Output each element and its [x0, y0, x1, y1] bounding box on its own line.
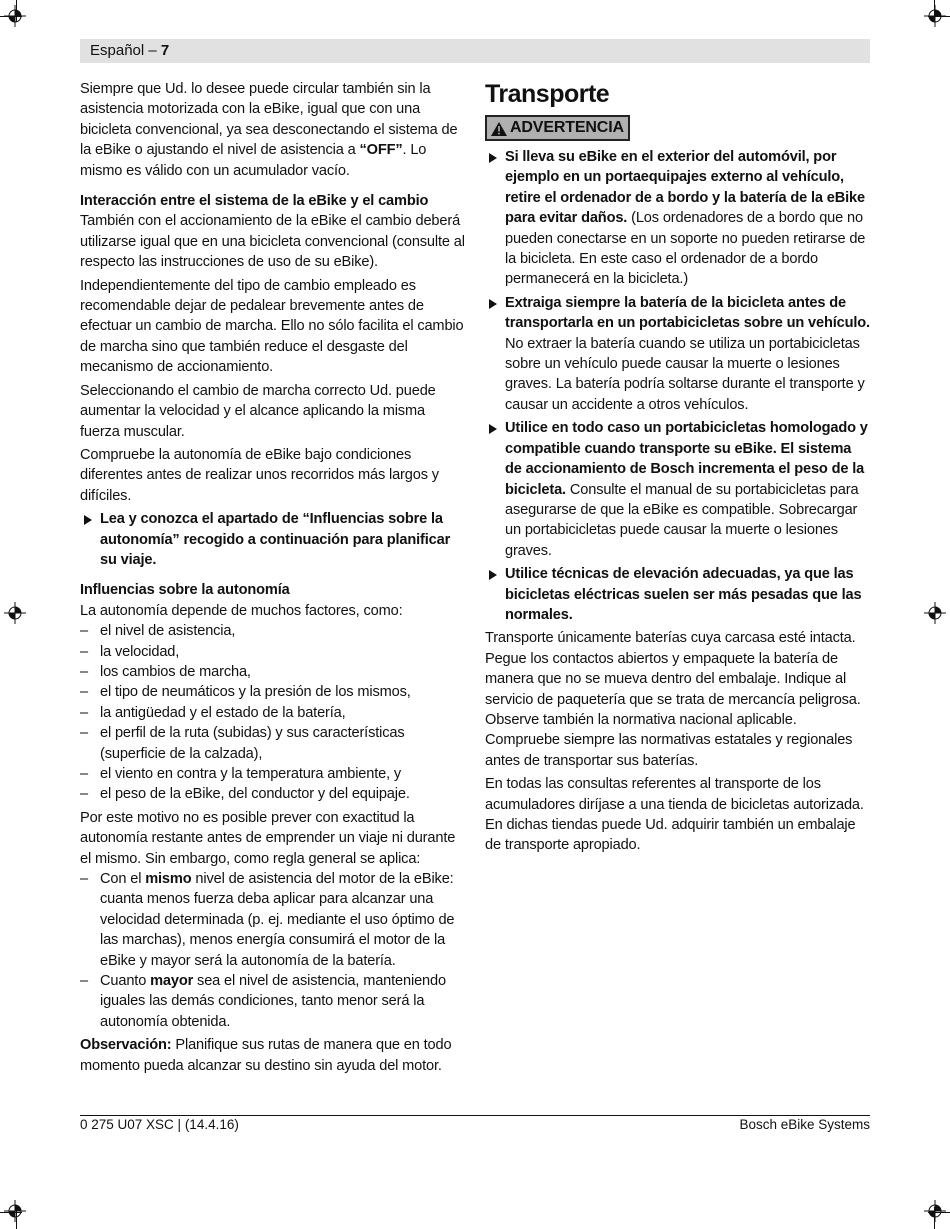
instruction-item	[80, 509, 465, 570]
list-item-text: el peso de la eBike, del conductor y del equipaje.	[100, 786, 410, 803]
page-header	[80, 39, 870, 63]
bold-text: mayor	[150, 973, 194, 990]
paragraph: Seleccionando el cambio de marcha correcto Ud. puede aumentar la velocidad y el alcance aplicando la misma fuerza muscular.	[80, 382, 436, 440]
paragraph: La autonomía depende de muchos factores, como:	[80, 602, 403, 619]
registration-mark-icon	[4, 1200, 26, 1222]
rule-list	[80, 869, 465, 1032]
text-run: sea el nivel de asistencia, manteniendo iguales las demás condiciones, tanto menor será la autonomía obtenida.	[100, 973, 446, 1030]
bold-text: “OFF”	[359, 142, 403, 159]
factor-list	[80, 621, 465, 805]
arrow-bullet-icon	[84, 515, 92, 525]
list-item	[80, 642, 465, 662]
dash-bullet: –	[80, 871, 88, 888]
header-separator: –	[144, 42, 161, 59]
text-run: Con el	[100, 871, 146, 888]
warning-item	[485, 418, 870, 561]
text-run: Cuanto	[100, 973, 151, 990]
text-run: (Los ordenadores de a bordo que no pueden conectarse en un soporte no pueden retirarse de la bicicleta. En este caso el ordenador de a bordo permanecerá en la bicicleta.)	[505, 210, 866, 288]
arrow-bullet-icon	[489, 153, 497, 163]
list-item-text: la velocidad,	[100, 643, 180, 660]
list-item-text: los cambios de marcha,	[100, 663, 251, 680]
list-item	[80, 723, 465, 764]
list-item	[80, 682, 465, 702]
list-item	[80, 703, 465, 723]
bold-text: Lea y conozca el apartado de “Influencias sobre la autonomía” recogido a continuación para planificar su viaje.	[100, 511, 451, 568]
paragraph: Transporte únicamente baterías cuya carcasa esté intacta. Pegue los contactos abiertos y empaquete la batería de manera que no se mueva dentro del embalaje. Indique al servicio de paquetería que se trata de mercancía peligrosa. Observe también la normativa nacional aplicable. Compruebe siempre las normativas estatales y regionales antes de transportar sus baterías.	[485, 630, 861, 769]
paragraph: También con el accionamiento de la eBike el cambio deberá utilizarse igual que en una bicicleta convencional (consulte al respecto las instrucciones de uso de su eBike).	[80, 213, 465, 271]
dash-bullet: –	[80, 643, 88, 660]
list-item-text: el nivel de asistencia,	[100, 623, 236, 640]
list-item	[80, 764, 465, 784]
paragraph: Por este motivo no es posible prever con exactitud la autonomía restante antes de emprender un viaje ni durante el mismo. Sin embargo, como regla general se aplica:	[80, 809, 456, 867]
header-text	[90, 41, 169, 61]
registration-mark-icon	[924, 5, 946, 27]
section-heading: Interacción entre el sistema de la eBike y el cambio	[80, 193, 429, 210]
warning-item	[485, 147, 870, 290]
text-run: . Lo mismo es válido con un acumulador vacío.	[80, 142, 427, 179]
left-column	[80, 79, 465, 1079]
list-item-text: el perfil de la ruta (subidas) y sus características (superficie de la calzada),	[100, 725, 405, 762]
list-item-text: el tipo de neumáticos y la presión de los mismos,	[100, 684, 411, 701]
text-run: No extraer la batería cuando se utiliza un portabicicletas sobre un vehículo puede causar la muerte o lesiones graves. La batería podría soltarse durante el transporte y causar un accidente a otros vehículos.	[505, 335, 865, 413]
arrow-bullet-icon	[489, 299, 497, 309]
list-item	[80, 784, 465, 804]
warning-item	[485, 564, 870, 625]
dash-bullet: –	[80, 704, 88, 721]
warning-item	[485, 293, 870, 415]
paragraph: En todas las consultas referentes al transporte de los acumuladores diríjase a una tienda de bicicletas autorizada. En dichas tiendas puede Ud. adquirir también un embalaje de transporte apropiado.	[485, 776, 864, 854]
dash-bullet: –	[80, 623, 88, 640]
dash-bullet: –	[80, 684, 88, 701]
bold-text: Utilice en todo caso un portabicicletas homologado y compatible cuando transporte su eBike. El sistema de accionamiento de Bosch incrementa el peso de la bicicleta.	[505, 420, 868, 498]
registration-mark-icon	[4, 602, 26, 624]
list-item	[80, 662, 465, 682]
bold-text: Observación:	[80, 1037, 172, 1054]
bold-text: Utilice técnicas de elevación adecuadas, ya que las bicicletas eléctricas suelen ser más pesadas que las normales.	[505, 566, 862, 623]
section-heading: Influencias sobre la autonomía	[80, 582, 290, 599]
list-item	[80, 971, 465, 1032]
text-run: Consulte el manual de su portabicicletas para asegurarse de que la eBike es compatible. Sobrecargar un portabicicletas puede causar la muerte o lesiones graves.	[505, 481, 859, 559]
warning-badge	[485, 115, 630, 141]
dash-bullet: –	[80, 786, 88, 803]
right-column	[485, 79, 870, 859]
paragraph: Compruebe la autonomía de eBike bajo condiciones diferentes antes de realizar unos recorridos más largos y difíciles.	[80, 446, 439, 504]
registration-mark-icon	[4, 5, 26, 27]
paragraph: Independientemente del tipo de cambio empleado es recomendable dejar de pedalear brevemente antes de efectuar un cambio de marcha. Ello no sólo facilita el cambio de marcha sino que también reduce el desgaste del mecanismo de accionamiento.	[80, 277, 464, 376]
section-title: Transporte	[485, 80, 610, 108]
page-number: 7	[160, 42, 170, 59]
arrow-bullet-icon	[489, 424, 497, 434]
warning-triangle-icon	[491, 122, 507, 136]
dash-bullet: –	[80, 973, 88, 990]
dash-bullet: –	[80, 725, 88, 742]
dash-bullet: –	[80, 663, 88, 680]
warning-label: ADVERTENCIA	[510, 119, 624, 137]
arrow-bullet-icon	[489, 570, 497, 580]
text-run: Siempre que Ud. lo desee puede circular también sin la asistencia motorizada con la eBike, igual que con una bicicleta convencional, ya sea desconectando el sistema de la eBike o ajustando el nivel de asistencia a	[80, 81, 458, 159]
observation-note	[80, 1035, 465, 1076]
bold-text: mismo	[145, 871, 192, 888]
list-item	[80, 869, 465, 971]
bold-text: Extraiga siempre la batería de la bicicleta antes de transportarla en un portabicicletas sobre un vehículo.	[505, 294, 870, 332]
footer-brand: Bosch eBike Systems	[739, 1117, 870, 1132]
list-item-text: la antigüedad y el estado de la batería,	[100, 704, 346, 721]
list-item-text: el viento en contra y la temperatura ambiente, y	[100, 766, 402, 782]
text-run: Planifique sus rutas de manera que en todo momento pueda alcanzar su destino sin ayuda del motor.	[80, 1037, 452, 1074]
registration-mark-icon	[924, 1200, 946, 1222]
paragraph	[80, 79, 465, 181]
footer-doc-id: 0 275 U07 XSC | (14.4.16)	[80, 1117, 239, 1132]
dash-bullet: –	[80, 766, 88, 782]
bold-text: Si lleva su eBike en el exterior del automóvil, por ejemplo en un portaequipajes externo al vehículo, retire el ordenador de a bordo y la batería de la eBike para evitar daños.	[505, 149, 865, 227]
header-language: Español	[90, 42, 145, 59]
list-item	[80, 621, 465, 641]
text-run: nivel de asistencia del motor de la eBike: cuanta menos fuerza deba aplicar para alcanzar una velocidad determinada (p. ej. mediante el uso óptimo de las marchas), menos energía consumirá el motor de la eBike y mayor será la autonomía de la batería.	[100, 871, 455, 969]
registration-mark-icon	[924, 602, 946, 624]
